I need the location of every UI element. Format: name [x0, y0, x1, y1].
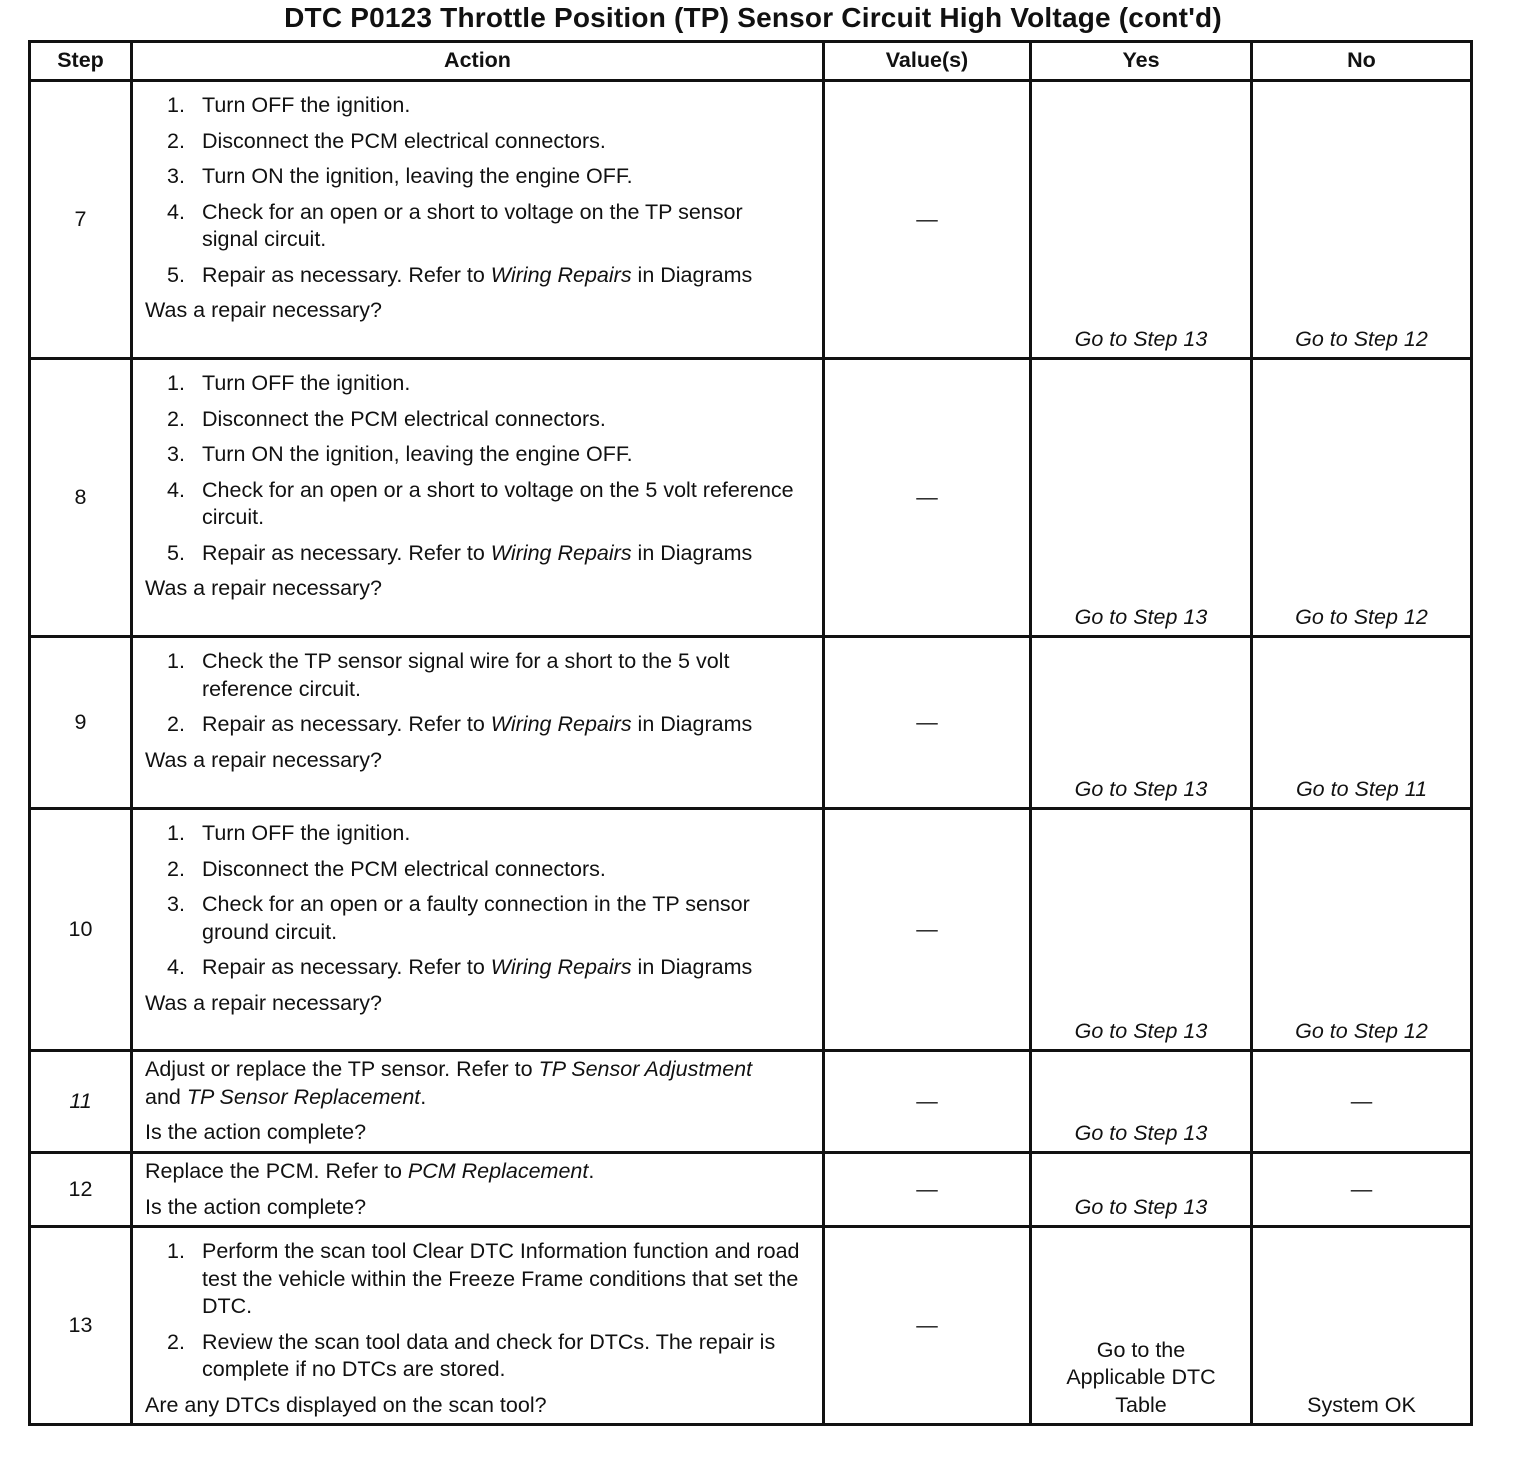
value-cell: —: [824, 1227, 1031, 1425]
no-cell: System OK: [1252, 1227, 1472, 1425]
list-item: 5. Repair as necessary. Refer to Wiring Repairs in Diagrams: [167, 540, 753, 565]
reference-link: PCM Replacement: [407, 1159, 589, 1183]
action-cell: [132, 359, 824, 637]
action-text: Adjust or replace the TP sensor. Refer to TP Sensor Adjustment and TP Sensor Replacement.: [145, 1057, 753, 1109]
list-item: 2. Review the scan tool data and check for DTCs. The repair is complete if no DTCs are stored.: [167, 1329, 776, 1381]
step-number: 7: [30, 81, 132, 359]
value-cell: —: [824, 809, 1031, 1051]
list-item: 5. Repair as necessary. Refer to Wiring Repairs in Diagrams: [167, 262, 753, 287]
dtc-table: [28, 40, 1473, 1426]
table-row: [30, 1051, 1472, 1153]
value-cell: —: [824, 1051, 1031, 1153]
action-cell: [132, 1153, 824, 1227]
table-row: [30, 81, 1472, 359]
yes-cell: Go to Step 13: [1031, 1153, 1252, 1227]
step-number: 13: [30, 1227, 132, 1425]
action-cell: [132, 637, 824, 809]
value-cell: —: [824, 81, 1031, 359]
step-number: 10: [30, 809, 132, 1051]
yes-cell: Go to Step 13: [1031, 637, 1252, 809]
list-item: 1. Turn OFF the ignition.: [167, 93, 411, 117]
table-row: [30, 1153, 1472, 1227]
reference-link: Wiring Repairs: [490, 262, 632, 287]
list-item: 2. Disconnect the PCM electrical connectors.: [167, 128, 606, 153]
question-text: Are any DTCs displayed on the scan tool?: [145, 1392, 547, 1417]
list-item: 1. Turn OFF the ignition.: [167, 371, 411, 395]
action-cell: [132, 809, 824, 1051]
list-item: 2. Repair as necessary. Refer to Wiring Repairs in Diagrams: [167, 712, 753, 736]
reference-link: Wiring Repairs: [490, 712, 632, 736]
list-item: 1. Check the TP sensor signal wire for a short to the 5 volt reference circuit.: [167, 649, 730, 701]
col-header-yes: Yes: [1031, 42, 1252, 81]
action-cell: [132, 81, 824, 359]
list-item: 1. Perform the scan tool Clear DTC Information function and road test the vehicle within the Freeze Frame conditions that set the DTC.: [167, 1239, 800, 1318]
table-row: [30, 809, 1472, 1051]
reference-link: TP Sensor Adjustment: [538, 1057, 753, 1081]
table-row: [30, 359, 1472, 637]
value-cell: —: [824, 359, 1031, 637]
step-number: 12: [30, 1153, 132, 1227]
table-row: [30, 637, 1472, 809]
col-header-step: Step: [30, 42, 132, 81]
action-steps: [145, 92, 816, 289]
reference-link: Wiring Repairs: [490, 540, 632, 565]
reference-link: Wiring Repairs: [490, 955, 632, 979]
action-steps: [145, 1238, 816, 1384]
list-item: 4. Repair as necessary. Refer to Wiring Repairs in Diagrams: [167, 955, 753, 979]
step-number: 9: [30, 637, 132, 809]
list-item: 4. Check for an open or a short to voltage on the 5 volt reference circuit.: [167, 477, 794, 529]
table-header-row: [30, 42, 1472, 81]
action-text: Replace the PCM. Refer to PCM Replacement.: [145, 1159, 595, 1183]
yes-cell: Go to the Applicable DTC Table: [1031, 1227, 1252, 1425]
no-cell: —: [1252, 1051, 1472, 1153]
question-text: Was a repair necessary?: [145, 298, 382, 322]
action-steps: [145, 820, 816, 982]
action-steps: [145, 370, 816, 567]
no-cell: Go to Step 12: [1252, 81, 1472, 359]
list-item: 3. Check for an open or a faulty connection in the TP sensor ground circuit.: [167, 892, 750, 944]
list-item: 3. Turn ON the ignition, leaving the engine OFF.: [167, 164, 633, 188]
action-cell: [132, 1051, 824, 1153]
yes-cell: Go to Step 13: [1031, 359, 1252, 637]
step-number: 8: [30, 359, 132, 637]
col-header-no: No: [1252, 42, 1472, 81]
question-text: Was a repair necessary?: [145, 990, 382, 1015]
question-text: Was a repair necessary?: [145, 747, 382, 772]
col-header-action: Action: [132, 42, 824, 81]
no-cell: Go to Step 11: [1252, 637, 1472, 809]
list-item: 2. Disconnect the PCM electrical connectors.: [167, 856, 606, 881]
action-cell: [132, 1227, 824, 1425]
step-number: 11: [30, 1051, 132, 1153]
action-steps: [145, 648, 816, 739]
col-header-values: Value(s): [824, 42, 1031, 81]
question-text: Is the action complete?: [145, 1194, 367, 1219]
value-cell: —: [824, 1153, 1031, 1227]
no-cell: —: [1252, 1153, 1472, 1227]
table-row: [30, 1227, 1472, 1425]
page-title: DTC P0123 Throttle Position (TP) Sensor Circuit High Voltage (cont'd): [284, 2, 1222, 33]
list-item: 1. Turn OFF the ignition.: [167, 821, 411, 845]
no-cell: Go to Step 12: [1252, 809, 1472, 1051]
reference-link: TP Sensor Replacement: [186, 1084, 421, 1109]
question-text: Is the action complete?: [145, 1120, 367, 1144]
no-cell: Go to Step 12: [1252, 359, 1472, 637]
value-cell: —: [824, 637, 1031, 809]
question-text: Was a repair necessary?: [145, 576, 382, 600]
list-item: 3. Turn ON the ignition, leaving the engine OFF.: [167, 442, 633, 466]
list-item: 2. Disconnect the PCM electrical connectors.: [167, 406, 606, 431]
yes-cell: Go to Step 13: [1031, 1051, 1252, 1153]
list-item: 4. Check for an open or a short to voltage on the TP sensor signal circuit.: [167, 199, 743, 251]
yes-cell: Go to Step 13: [1031, 81, 1252, 359]
yes-cell: Go to Step 13: [1031, 809, 1252, 1051]
